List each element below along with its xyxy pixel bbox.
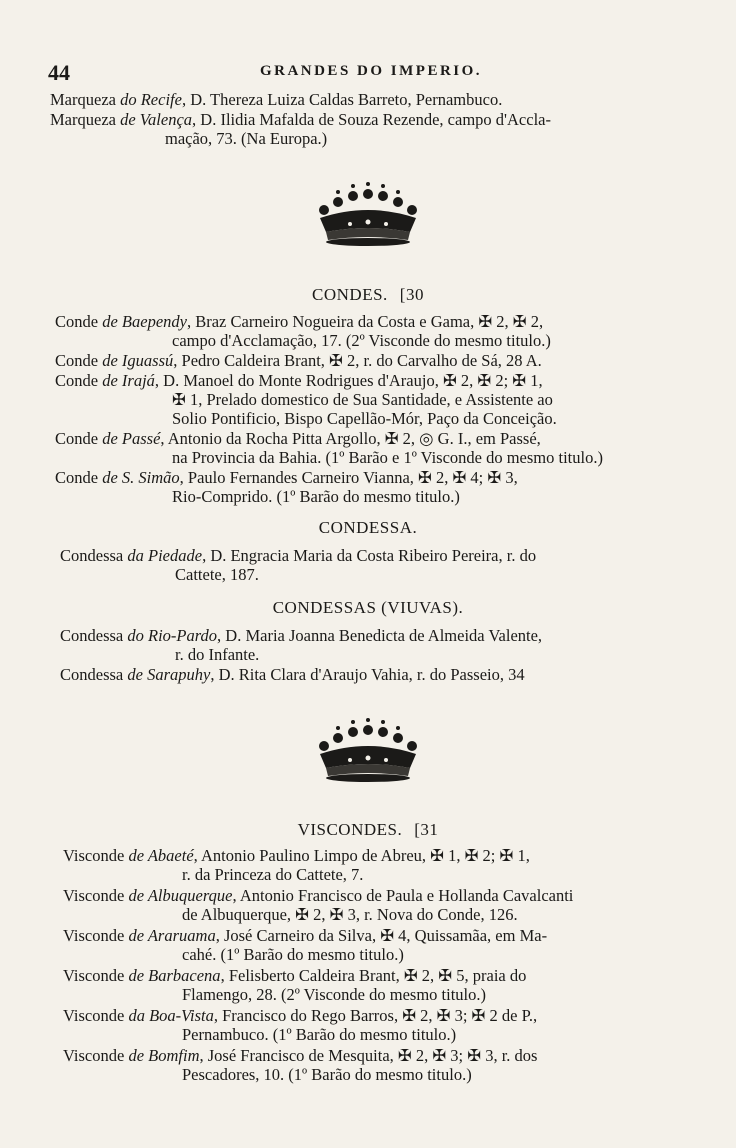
entry-rank: Visconde xyxy=(63,1006,125,1025)
entry-rank: Conde xyxy=(55,312,99,331)
entry-title: de S. Simão xyxy=(102,468,180,487)
entry-title: do Rio-Pardo xyxy=(127,626,218,645)
entry-continuation-line: Rio-Comprido. (1º Barão do mesmo titulo.) xyxy=(172,487,460,506)
entry-text: , Antonio Francisco de Paula e Hollanda Cavalcanti xyxy=(232,886,574,905)
heading-condessa xyxy=(0,518,736,538)
entry-title: de Valença xyxy=(120,110,193,129)
entry-title: da Boa-Vista xyxy=(128,1006,214,1025)
list-item xyxy=(0,926,736,964)
entry-first-line xyxy=(0,351,736,370)
running-title: GRANDES DO IMPERIO. xyxy=(259,63,483,79)
entry-continuation-line: Cattete, 187. xyxy=(175,565,259,584)
entry-first-line xyxy=(0,1046,736,1065)
entry-continuation-line: Pescadores, 10. (1º Barão do mesmo titulo.) xyxy=(182,1065,472,1084)
heading-condessas-viuvas xyxy=(0,598,736,618)
heading-viscondes xyxy=(0,820,736,840)
entry-text: , Braz Carneiro Nogueira da Costa e Gama, ✠ 2, ✠ 2, xyxy=(186,312,544,331)
entry-title: de Passé xyxy=(102,429,161,448)
entry-continuation-line: Flamengo, 28. (2º Visconde do mesmo titulo.) xyxy=(182,985,487,1004)
entry-continuation-line: ✠ 1, Prelado domestico de Sua Santidade, e Assistente ao xyxy=(172,390,553,409)
viscondes-list xyxy=(0,846,736,1086)
list-item xyxy=(0,351,736,370)
heading-condes-label: CONDES. xyxy=(312,285,388,304)
condessa-list xyxy=(0,546,736,585)
entry-text: , D. Engracia Maria da Costa Ribeiro Pereira, r. do xyxy=(202,546,537,565)
list-item xyxy=(0,626,736,664)
entry-text: , Paulo Fernandes Carneiro Vianna, ✠ 2, ✠ 4; ✠ 3, xyxy=(179,468,518,487)
entry-first-line xyxy=(0,886,736,905)
list-item xyxy=(0,966,736,1004)
entry-title: de Iguassú xyxy=(102,351,174,370)
entry-first-line xyxy=(0,846,736,865)
list-item xyxy=(0,110,736,148)
entry-first-line xyxy=(0,371,736,390)
entry-rank: Conde xyxy=(55,429,99,448)
entry-first-line xyxy=(0,926,736,945)
entry-rank: Condessa xyxy=(60,665,124,684)
entry-continuation-line: campo d'Acclamação, 17. (2º Visconde do mesmo titulo.) xyxy=(172,331,551,350)
entry-rank: Conde xyxy=(55,371,99,390)
entry-text: , D. Rita Clara d'Araujo Vahia, r. do Passeio, 34 xyxy=(210,665,525,684)
entry-text: , Antonio da Rocha Pitta Argollo, ✠ 2, ◎ G. I., em Passé, xyxy=(160,429,541,448)
entry-title: de Bomfim xyxy=(128,1046,200,1065)
entry-rank: Condessa xyxy=(60,546,124,565)
entry-text: , D. Thereza Luiza Caldas Barreto, Pernambuco. xyxy=(181,90,503,109)
entry-title: de Barbacena xyxy=(128,966,221,985)
entry-title: de Araruama xyxy=(128,926,216,945)
entry-title: de Abaeté xyxy=(128,846,194,865)
entry-first-line xyxy=(0,468,736,487)
entry-rank: Visconde xyxy=(63,886,125,905)
entry-continuation-line: na Provincia da Bahia. (1º Barão e 1º Visconde do mesmo titulo.) xyxy=(172,448,603,467)
list-item xyxy=(0,90,736,109)
entry-continuation-line: mação, 73. (Na Europa.) xyxy=(165,129,328,148)
entry-text: , José Francisco de Mesquita, ✠ 2, ✠ 3; ✠ 3, r. dos xyxy=(199,1046,538,1065)
entry-rank: Visconde xyxy=(63,846,125,865)
entry-first-line xyxy=(0,429,736,448)
entry-continuation-line: Pernambuco. (1º Barão do mesmo titulo.) xyxy=(182,1025,457,1044)
heading-condessas-viuvas-label: CONDESSAS (VIUVAS). xyxy=(272,598,464,617)
entry-text: , D. Ilidia Mafalda de Souza Rezende, campo d'Accla- xyxy=(192,110,551,129)
entry-first-line xyxy=(0,626,736,645)
condessas-viuvas-list xyxy=(0,626,736,685)
list-item xyxy=(0,1046,736,1084)
heading-condes xyxy=(0,285,736,305)
running-header xyxy=(48,60,694,84)
heading-condessa-label: CONDESSA. xyxy=(318,518,418,537)
entry-rank: Marqueza xyxy=(50,90,116,109)
entry-text: , Francisco do Rego Barros, ✠ 2, ✠ 3; ✠ 2 de P., xyxy=(213,1006,538,1025)
entry-title: de Irajá xyxy=(102,371,155,390)
entry-text: , José Carneiro da Silva, ✠ 4, Quissamãa, em Ma- xyxy=(215,926,548,945)
entry-rank: Conde xyxy=(55,468,99,487)
crown-ornament-viscondes xyxy=(0,716,736,786)
entry-title: da Piedade xyxy=(127,546,203,565)
entry-rank: Visconde xyxy=(63,966,125,985)
condes-list xyxy=(0,312,736,507)
entry-continuation-line: Solio Pontificio, Bispo Capellão-Mór, Paço da Conceição. xyxy=(172,409,557,428)
entry-title: de Sarapuhy xyxy=(127,665,211,684)
entry-first-line xyxy=(0,312,736,331)
list-item xyxy=(0,1006,736,1044)
crown-icon xyxy=(298,180,438,250)
list-item xyxy=(0,846,736,884)
entry-rank: Conde xyxy=(55,351,99,370)
heading-condes-count: [30 xyxy=(399,285,424,304)
entry-text: , D. Manoel do Monte Rodrigues d'Araujo, ✠ 2, ✠ 2; ✠ 1, xyxy=(154,371,543,390)
entry-text: , Pedro Caldeira Brant, ✠ 2, r. do Carvalho de Sá, 28 A. xyxy=(173,351,542,370)
entry-text: , Antonio Paulino Limpo de Abreu, ✠ 1, ✠ 2; ✠ 1, xyxy=(193,846,530,865)
entry-title: de Albuquerque xyxy=(128,886,233,905)
entry-rank: Condessa xyxy=(60,626,124,645)
entry-rank: Marqueza xyxy=(50,110,116,129)
entry-text: , Felisberto Caldeira Brant, ✠ 2, ✠ 5, praia do xyxy=(220,966,527,985)
entry-continuation-line: cahé. (1º Barão do mesmo titulo.) xyxy=(182,945,404,964)
entry-continuation-line: r. do Infante. xyxy=(175,645,260,664)
entry-continuation-line: de Albuquerque, ✠ 2, ✠ 3, r. Nova do Conde, 126. xyxy=(182,905,518,924)
entry-first-line xyxy=(0,665,736,684)
entry-first-line xyxy=(0,1006,736,1025)
entry-first-line xyxy=(0,90,736,109)
entry-rank: Visconde xyxy=(63,1046,125,1065)
entry-first-line xyxy=(0,546,736,565)
list-item xyxy=(0,371,736,428)
entry-continuation-line: r. da Princeza do Cattete, 7. xyxy=(182,865,364,884)
entry-rank: Visconde xyxy=(63,926,125,945)
crown-icon xyxy=(298,716,438,786)
entry-text: , D. Maria Joanna Benedicta de Almeida Valente, xyxy=(217,626,543,645)
heading-viscondes-count: [31 xyxy=(414,820,439,839)
list-item xyxy=(0,429,736,467)
list-item xyxy=(0,546,736,584)
marquezas-list xyxy=(0,90,736,149)
entry-first-line xyxy=(0,110,736,129)
crown-ornament-condes xyxy=(0,180,736,250)
list-item xyxy=(0,665,736,684)
heading-viscondes-label: VISCONDES. xyxy=(297,820,403,839)
list-item xyxy=(0,886,736,924)
entry-title: de Baependy xyxy=(102,312,187,331)
list-item xyxy=(0,468,736,506)
page-number: 44 xyxy=(48,60,70,85)
entry-title: do Recife xyxy=(120,90,182,109)
entry-first-line xyxy=(0,966,736,985)
list-item xyxy=(0,312,736,350)
